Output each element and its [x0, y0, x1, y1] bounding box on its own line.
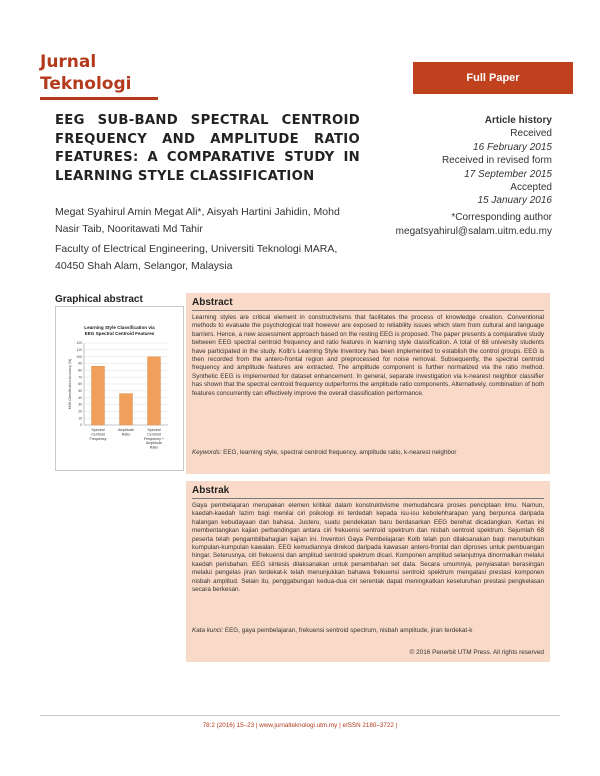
graphical-abstract-box: [55, 306, 184, 471]
bar: [120, 394, 133, 425]
abstract-heading: Abstract: [192, 297, 233, 308]
abstrak-heading: Abstrak: [192, 485, 230, 496]
kata-kunci-label: Kata kunci:: [192, 627, 224, 634]
graphical-abstract-title: Graphical abstract: [55, 294, 143, 305]
authors: Megat Syahirul Amin Megat Ali*, Aisyah Hartini Jahidin, Mohd Nasir Taib, Nooritawati Md Tahir: [55, 206, 340, 235]
copyright-notice: © 2016 Penerbit UTM Press. All rights reserved: [409, 649, 544, 656]
abstrak-section: [186, 481, 550, 662]
corresponding-author: [396, 211, 552, 238]
abstract-divider: [192, 310, 544, 311]
paper-title: EEG SUB-BAND SPECTRAL CENTROID FREQUENCY AND AMPLITUDE RATIO FEATURES: A COMPARATIVE STUDY IN LEARNING STYLE CLASSIFICATION: [55, 113, 360, 184]
y-tick-label: 100: [76, 354, 82, 359]
chart-title-line2: EEG Spectral Centroid Features: [84, 331, 155, 336]
y-tick-label: 60: [78, 382, 82, 387]
y-tick-label: 70: [78, 375, 82, 380]
y-tick-label: 80: [78, 368, 82, 373]
x-tick-label: Ratio: [149, 445, 159, 450]
kata-kunci-text: EEG, gaya pembelajaran, frekuensi sentroid spectrum, nisbah amplitude, jiran terdekat-k: [224, 627, 473, 634]
affiliation: Faculty of Electrical Engineering, Universiti Teknologi MARA, 40450 Shah Alam, Selangor, Malaysia: [55, 243, 338, 272]
article-history: [442, 114, 552, 208]
journal-underline: [40, 97, 158, 100]
y-tick-label: 10: [78, 416, 82, 421]
abstract-body: Learning styles are critical element in constructivisms that facilitates the process of knowledge creation. Conventional methods to evaluate the psychological trait however are exposed to reliability issues which stem from cultural and language barriers. Hence, a new assessment approach based on the resting EEG is proposed. The paper presents a comparative study between EEG spectral centroid frequency and ratio features in learning style classification. A total of 68 university students have participated in the study. Kolb's Learning Style Inventory has been implemented to establish the control groups. EEG is then recorded from the antero-frontal region and preprocessed for noise removal. Subsequently, the spectral centroid frequency and amplitude features are extracted. The amplitude component is further normalized via the ratio method. Synthetic EEG is implemented for dataset enhancement. In general, separate investigation via k-nearest neighbor classifier has shown that the spectral centroid frequency outperforms the amplitude ratio components. Alternatively, combination of both features concurrently can effectively improve the overall classification performance.: [192, 314, 544, 397]
history-heading: Article history: [484, 115, 552, 126]
abstract-keywords: [192, 449, 544, 457]
accepted-label: Accepted: [510, 182, 552, 194]
chart-title-line1: Learning Style Classification via: [84, 325, 155, 330]
footer-citation: 78:2 (2016) 15–23 | www.jurnalteknologi.utm.my | eISSN 2180–3722 |: [202, 722, 398, 729]
paper-type-banner: Full Paper: [413, 62, 573, 94]
x-tick-label: Centroid: [147, 432, 161, 437]
received-label: Received: [510, 128, 552, 140]
y-tick-label: 40: [78, 395, 82, 400]
y-tick-label: 30: [78, 402, 82, 407]
y-tick-label: 0: [80, 423, 82, 428]
y-tick-label: 120: [76, 341, 82, 346]
y-tick-label: 50: [78, 389, 82, 394]
x-tick-label: Ratio: [121, 432, 131, 437]
keywords-text: EEG, learning style, spectral centroid frequency, amplitude ratio, k-nearest neighbor: [223, 449, 457, 456]
abstrak-keywords: [192, 627, 544, 635]
keywords-label: Keywords:: [192, 449, 222, 456]
bar-chart: [56, 307, 183, 470]
abstract-section: [186, 293, 550, 474]
x-tick-label: Spectral: [91, 428, 105, 432]
bar: [92, 366, 105, 425]
x-tick-label: Centroid: [91, 432, 105, 437]
abstrak-body: Gaya pembelajaran merupakan elemen kritikal dalam konstruktivisme memudahcara proses penciptaan ilmu. Namun, kaedah-kaedah lazim bagi menilai ciri psikologi ini terdedah kepada isu-isu kebolehharapan yang berpunca daripada halangan kebudayaan dan bahasa. Justeru, suatu pendekatan baru berdasarkan EEG berehat dicadangkan. Kertas ini membentangkan kajian perbandingan antara ciri frekuensi sentroid spektrum dan nisbah sentroid spektrum. Sejumlah 68 peserta telah pengambilbahagian kajian ini. Inventori Gaya Pembelajaran Kolb telah pun dilaksanakan bagi menubuhkan kumpulan-kumpulan kawalan. EEG kemudiannya direkod daripada kawasan antero-frontal dan diproses untuk pembuangan hingar. Seterusnya, ciri frekuensi dan amplitud sentroid spektrum dicari. Komponen amplitud selanjutnya dinormalkan melalui kaedah perisbahan. EEG sintesis dilaksanakan untuk penambahan set data. Secara umumnya, penyiasatan berasingan melalui pengelas jiran terdekat-k telah menunjukkan bahawa frekuensi sentroid spektrum mengatasi prestasi komponen nisbah amplitud. Selain itu, penggabungan kedua-dua ciri serentak dapat meningkatkan keseluruhan prestasi pengkelasan secara berkesan.: [192, 502, 544, 594]
x-tick-label: Amplitude: [146, 441, 162, 446]
x-tick-label: Frequency +: [143, 436, 165, 441]
journal-name-line1: Jurnal: [40, 52, 97, 72]
footer-divider: [40, 715, 560, 716]
received-date: 16 February 2015: [473, 141, 552, 153]
x-tick-label: Amplitude: [118, 428, 134, 432]
corresponding-label: *Corresponding author: [451, 212, 552, 223]
journal-name-line2: Teknologi: [40, 74, 132, 94]
corresponding-email[interactable]: megatsyahirul@salam.uitm.edu.my: [395, 225, 552, 237]
abstrak-divider: [192, 498, 544, 499]
x-tick-label: Spectral: [147, 428, 161, 432]
y-axis-label: KNN Classification Accuracy (%): [68, 358, 72, 410]
y-tick-label: 110: [76, 348, 82, 353]
bar: [148, 357, 161, 425]
y-tick-label: 20: [78, 409, 82, 414]
revised-date: 17 September 2015: [464, 168, 552, 180]
revised-label: Received in revised form: [441, 155, 552, 167]
accepted-date: 15 January 2016: [477, 195, 552, 207]
x-tick-label: Frequency: [89, 436, 107, 441]
y-tick-label: 90: [78, 361, 82, 366]
